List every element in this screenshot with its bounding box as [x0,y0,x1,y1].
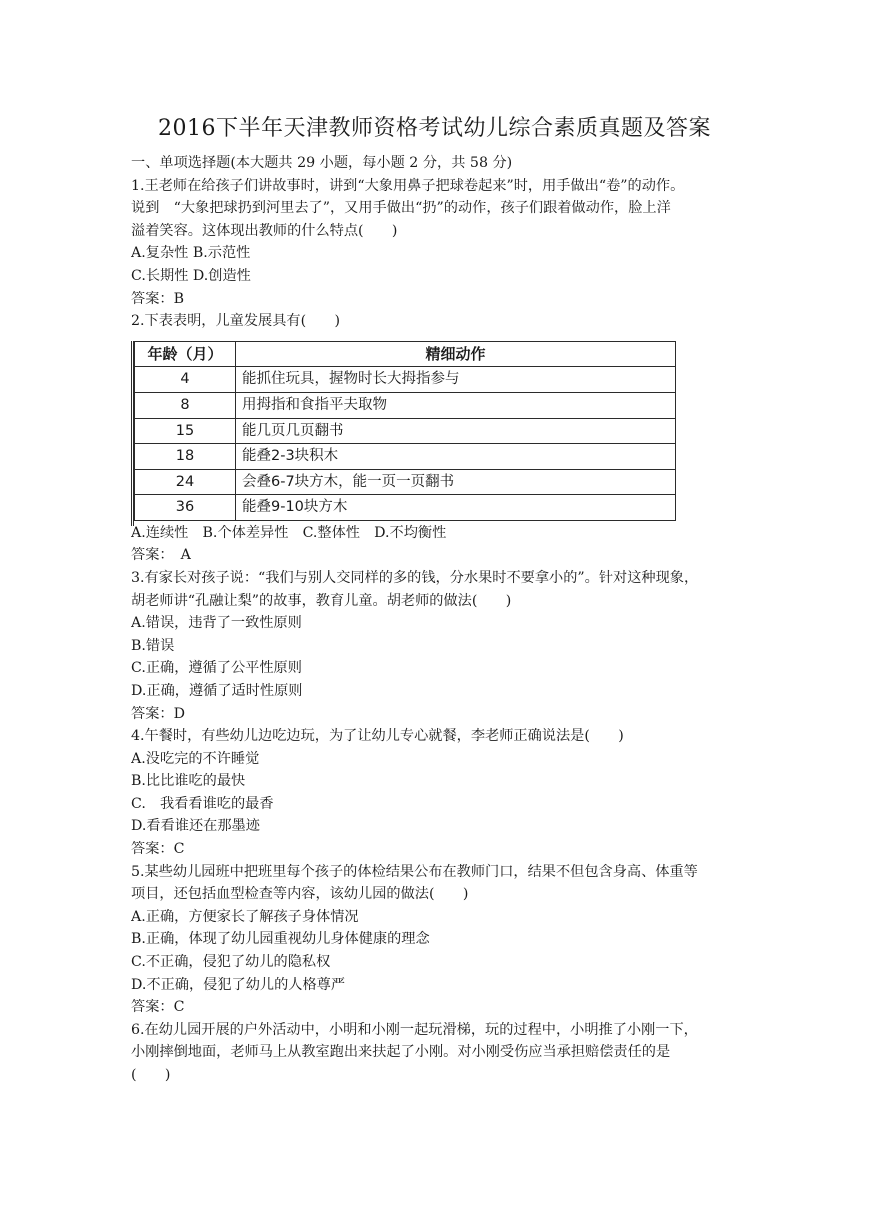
q1-stem-line-1: 1.王老师在给孩子们讲故事时，讲到“大象用鼻子把球卷起来”时，用手做出“卷”的动作。 [131,177,685,194]
q5-stem-line-2: 项目，还包括血型检查等内容，该幼儿园的做法( ) [131,886,469,903]
age-cell: 18 [135,444,236,470]
q5-option-c: C.不正确，侵犯了幼儿的隐私权 [131,954,331,971]
action-cell: 能抓住玩具，握物时长大拇指参与 [236,367,676,393]
table-left-rule [131,341,134,526]
q4-option-d: D.看看谁还在那墨迹 [131,818,260,835]
q3-option-a: A.错误，违背了一致性原则 [131,615,302,632]
header-age: 年龄（月） [135,341,236,367]
q3-stem-line-1: 3.有家长对孩子说：“我们与别人交同样的多的钱，分水果时不要拿小的”。针对这种现象， [131,569,699,586]
q4-answer: 答案：C [131,841,185,858]
q3-option-d: D.正确，遵循了适时性原则 [131,682,303,699]
q1-answer: 答案：B [131,290,184,307]
q2-options: A.连续性 B.个体差异性 C.整体性 D.不均衡性 [131,524,447,541]
q3-option-c: C.正确，遵循了公平性原则 [131,660,302,677]
table-row [135,418,676,444]
q3-option-b: B.错误 [131,637,175,654]
fine-motor-table [134,341,676,521]
q2-table-area [131,333,743,522]
header-action: 精细动作 [236,341,676,367]
age-cell: 36 [135,495,236,521]
age-cell: 24 [135,469,236,495]
q1-stem-line-2: 说到 “大象把球扔到河里去了”，又用手做出“扔”的动作，孩子们跟着做动作，脸上洋 [131,200,671,217]
q6-stem-line-1: 6.在幼儿园开展的户外活动中，小明和小刚一起玩滑梯，玩的过程中，小明推了小刚一下， [131,1021,698,1038]
table-row [135,367,676,393]
q6-stem-line-3: ( ) [131,1067,171,1083]
document-body [131,152,743,1087]
action-cell: 能几页几页翻书 [236,418,676,444]
fine-motor-table-wrap [131,341,677,521]
table-row [135,469,676,495]
q3-answer: 答案：D [131,705,185,722]
q1-options-ab: A.复杂性 B.示范性 [131,245,251,262]
q3-stem-line-2: 胡老师讲“孔融让梨”的故事，教育儿童。胡老师的做法( ) [131,592,512,609]
age-cell: 4 [135,367,236,393]
q1-options-cd: C.长期性 D.创造性 [131,267,251,284]
q4-option-c: C. 我看看谁吃的最香 [131,795,274,812]
q5-option-b: B.正确，体现了幼儿园重视幼儿身体健康的理念 [131,931,430,948]
q5-answer: 答案：C [131,999,185,1016]
q4-stem: 4.午餐时，有些幼儿边吃边玩，为了让幼儿专心就餐，李老师正确说法是( ) [131,728,624,745]
action-cell: 能叠2-3块积木 [236,444,676,470]
action-cell: 会叠6-7块方木，能一页一页翻书 [236,469,676,495]
age-cell: 8 [135,392,236,418]
page-title: 2016下半年天津教师资格考试幼儿综合素质真题及答案 [158,116,711,141]
section-heading: 一、单项选择题(本大题共 29 小题，每小题 2 分，共 58 分) [131,155,513,171]
table-row [135,392,676,418]
q1-stem-line-3: 溢着笑容。这体现出教师的什么特点( ) [131,222,398,239]
q2-stem: 2.下表表明，儿童发展具有( ) [131,313,341,330]
q5-option-a: A.正确，方便家长了解孩子身体情况 [131,908,359,925]
action-cell: 能叠9-10块方木 [236,495,676,521]
q5-stem-line-1: 5.某些幼儿园班中把班里每个孩子的体检结果公布在教师门口，结果不但包含身高、体重等 [131,863,698,880]
table-row [135,444,676,470]
table-row [135,495,676,521]
age-cell: 15 [135,418,236,444]
q6-stem-line-2: 小刚摔倒地面，老师马上从教室跑出来扶起了小刚。对小刚受伤应当承担赔偿责任的是 [131,1044,671,1061]
table-header-row [135,341,676,367]
q2-answer: 答案： A [131,547,191,564]
q4-option-a: A.没吃完的不许睡觉 [131,750,260,767]
q4-option-b: B.比比谁吃的最快 [131,773,246,790]
action-cell: 用拇指和食指平夫取物 [236,392,676,418]
q5-option-d: D.不正确，侵犯了幼儿的人格尊严 [131,976,346,993]
